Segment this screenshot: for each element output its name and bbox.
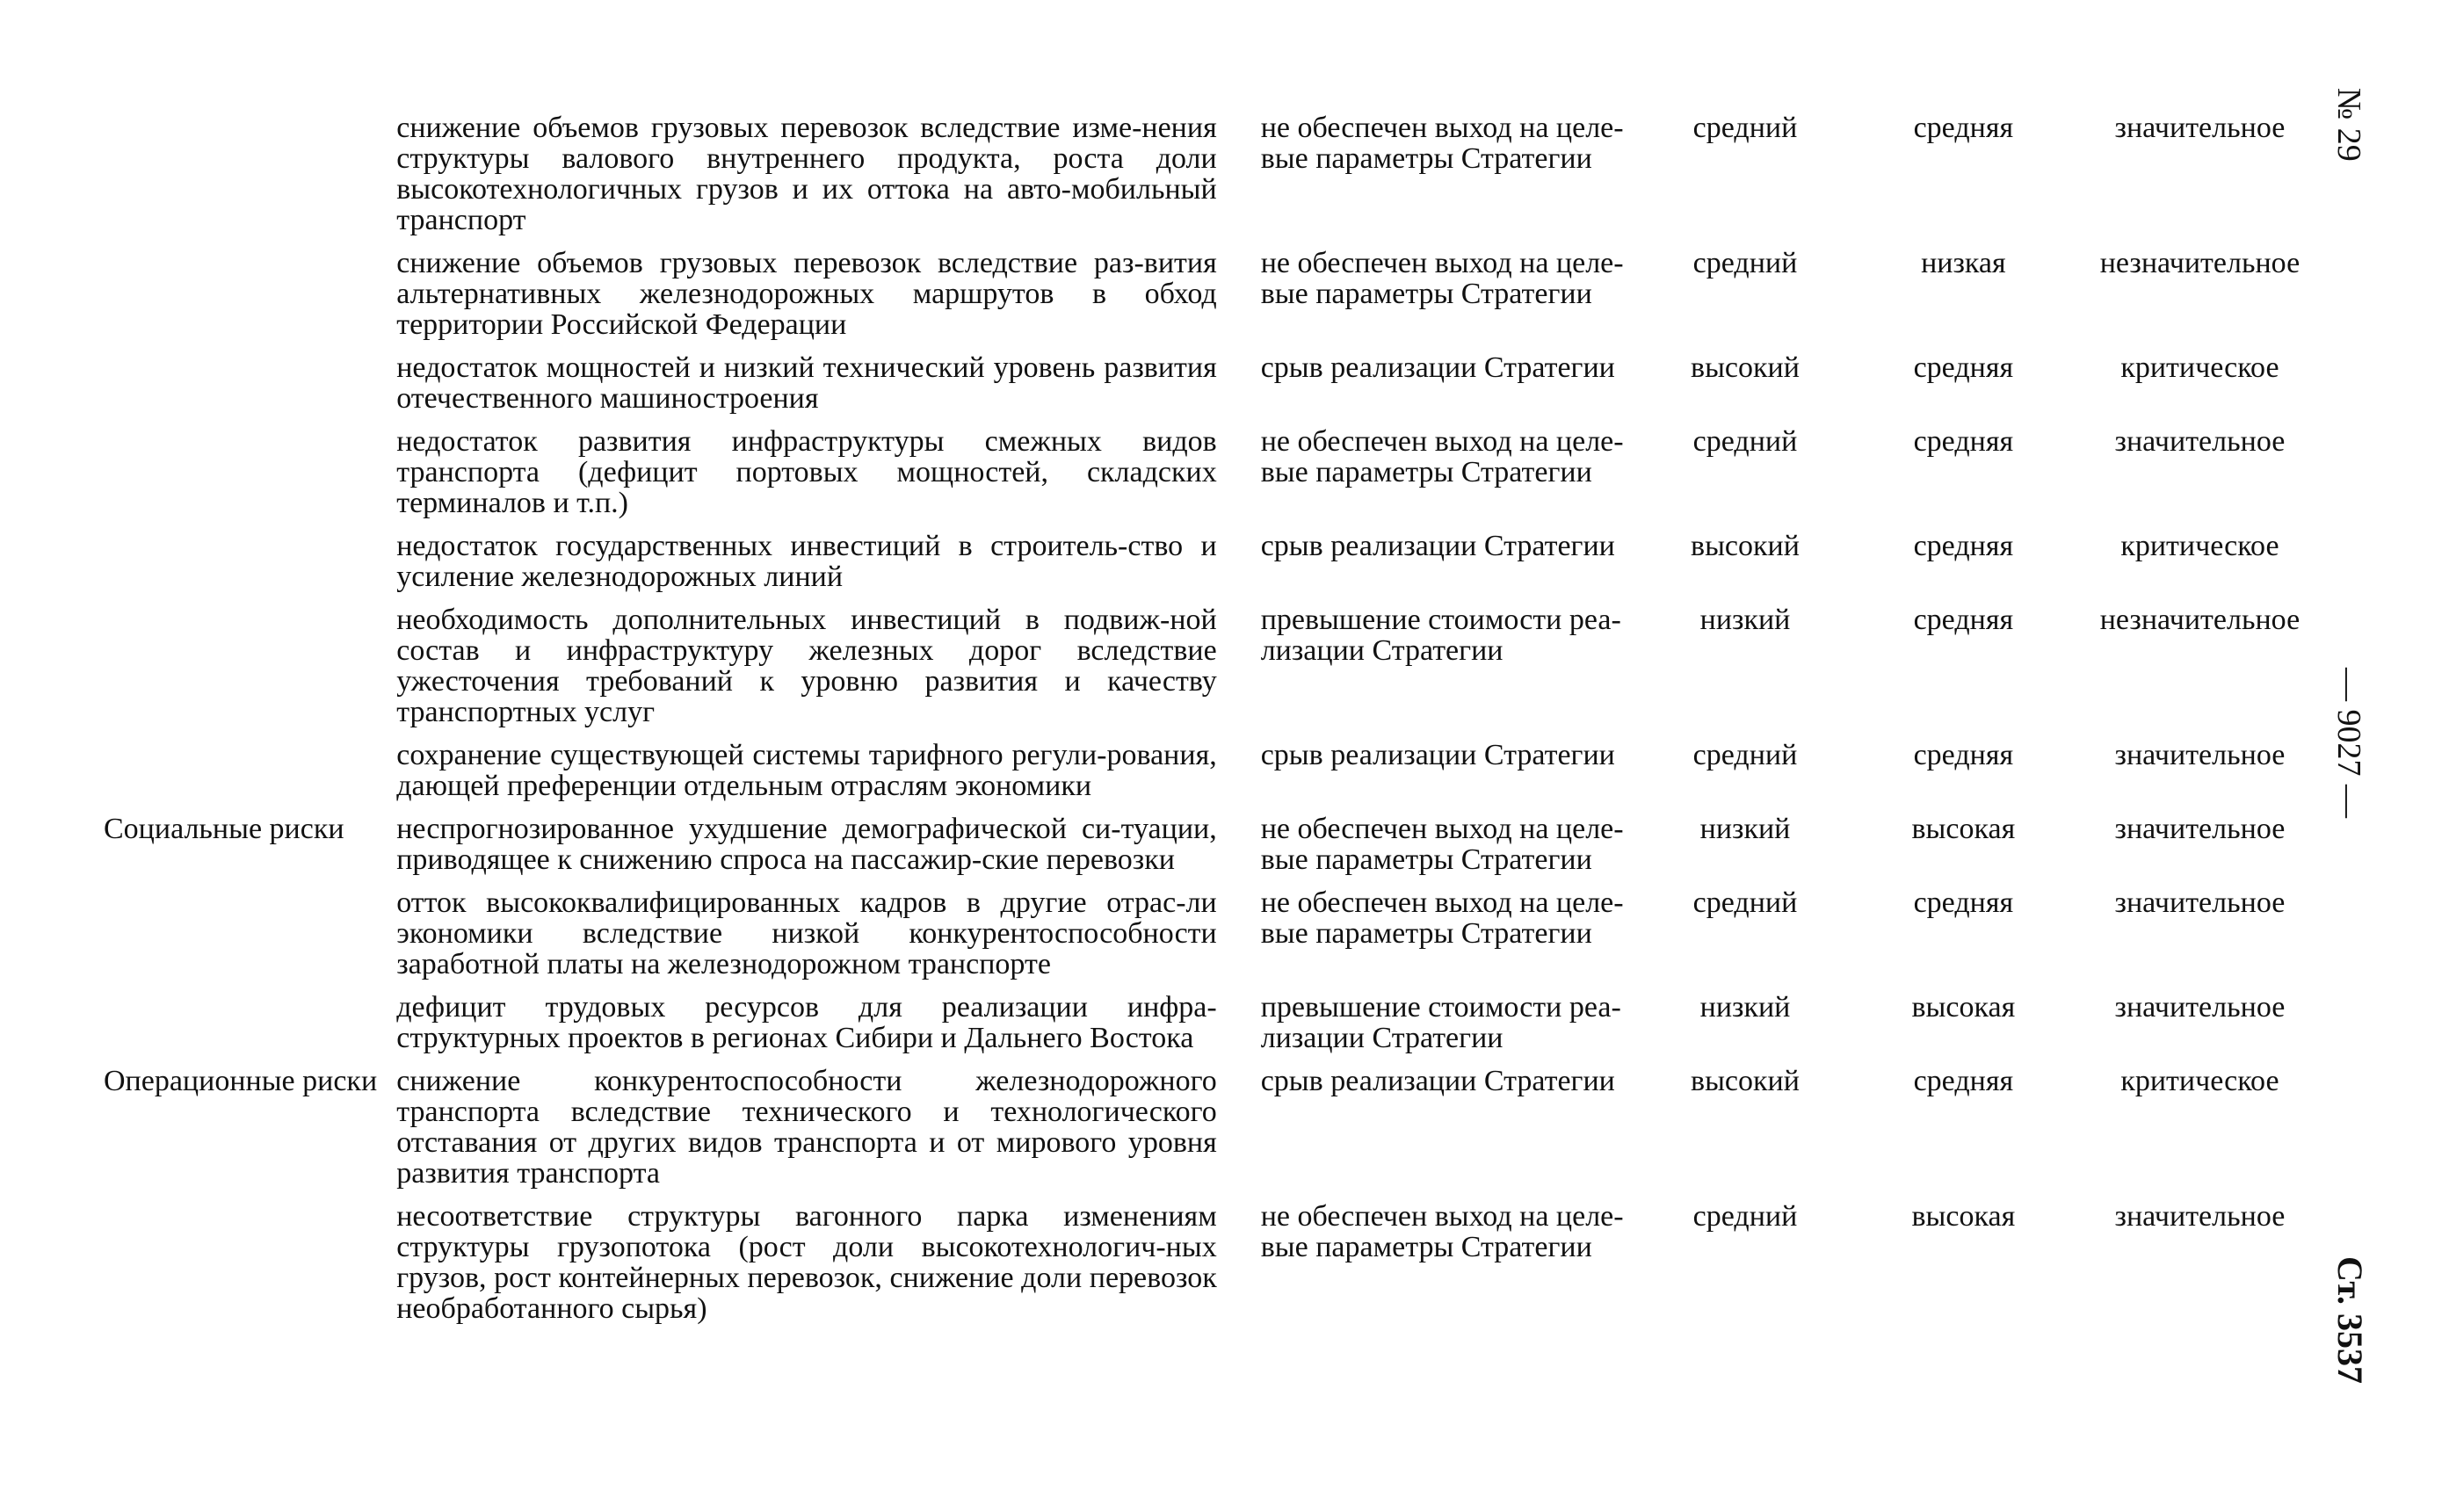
risk-category-cell: Операционные риски xyxy=(104,1065,378,1097)
risk-category-cell xyxy=(104,1201,396,1336)
consequence-cell: превышение стоимости реа-лизации Стратегии xyxy=(1260,991,1621,1054)
impact-cell: значительное xyxy=(2114,1200,2286,1233)
impact-cell: значительное xyxy=(2114,112,2286,144)
consequence-cell: не обеспечен выход на целе-вые параметры Стратегии xyxy=(1260,886,1624,950)
impact-cell: критическое xyxy=(2120,351,2279,384)
impact-cell: незначительное xyxy=(2099,247,2300,279)
risk-description-cell: снижение объемов грузовых перевозок вследствие изме-нения структуры валового внутреннего продукта, роста доли высокотехнологичных грузов и их оттока на авто-мобильный транспорт xyxy=(396,112,1217,236)
table-row xyxy=(104,887,2318,992)
probability-cell: средний xyxy=(1692,1200,1798,1233)
severity-cell: средняя xyxy=(1913,351,2014,384)
risk-description-cell: снижение объемов грузовых перевозок вследствие раз-вития альтернативных железнодорожных маршрутов в обход территории Российской Федерации xyxy=(396,247,1217,341)
page-number: — 9027 — xyxy=(2330,668,2367,818)
probability-cell: средний xyxy=(1692,247,1798,279)
severity-cell: средняя xyxy=(1913,739,2014,771)
probability-cell: средний xyxy=(1692,886,1798,919)
risk-table xyxy=(104,112,2318,1336)
consequence-cell: срыв реализации Стратегии xyxy=(1260,1065,1615,1097)
table-row xyxy=(104,1066,2318,1201)
risk-category-cell xyxy=(104,992,396,1066)
severity-cell: высокая xyxy=(1911,991,2016,1024)
risk-description-cell: сохранение существующей системы тарифного регули-рования, дающей преференции отдельным отраслям экономики xyxy=(396,739,1217,802)
risk-description-cell: неспрогнозированное ухудшение демографической си-туации, приводящее к снижению спроса на пассажир-ские перевозки xyxy=(396,813,1217,876)
probability-cell: низкий xyxy=(1699,604,1791,636)
impact-cell: значительное xyxy=(2114,886,2286,919)
risk-description-cell: необходимость дополнительных инвестиций в подвиж-ной состав и инфраструктуру железных дорог вследствие ужесточения требований к уровню развития и качеству транспортных услуг xyxy=(396,604,1217,728)
risk-category-cell xyxy=(104,248,396,352)
issue-number: № 29 xyxy=(2330,88,2367,162)
risk-category-cell xyxy=(104,426,396,531)
severity-cell: средняя xyxy=(1913,112,2014,144)
consequence-cell: не обеспечен выход на целе-вые параметры Стратегии xyxy=(1260,247,1624,310)
severity-cell: высокая xyxy=(1911,1200,2016,1233)
probability-cell: высокий xyxy=(1691,530,1800,562)
risk-table-body xyxy=(104,112,2318,1336)
severity-cell: высокая xyxy=(1911,813,2016,845)
consequence-cell: срыв реализации Стратегии xyxy=(1260,739,1615,771)
risk-category-cell: Социальные риски xyxy=(104,813,344,845)
consequence-cell: срыв реализации Стратегии xyxy=(1260,530,1615,562)
probability-cell: средний xyxy=(1692,425,1798,458)
probability-cell: средний xyxy=(1692,739,1798,771)
impact-cell: незначительное xyxy=(2099,604,2300,636)
impact-cell: значительное xyxy=(2114,425,2286,458)
impact-cell: критическое xyxy=(2120,530,2279,562)
consequence-cell: не обеспечен выход на целе-вые параметры Стратегии xyxy=(1260,1200,1624,1263)
table-row xyxy=(104,531,2318,604)
table-row xyxy=(104,814,2318,887)
risk-category-cell xyxy=(104,887,396,992)
impact-cell: критическое xyxy=(2120,1065,2279,1097)
risk-description-cell: несоответствие структуры вагонного парка изменениям структуры грузопотока (рост доли высокотехнологич-ных грузов, рост контейнерных перевозок, снижение доли перевозок необработанного сырья) xyxy=(396,1200,1217,1325)
risk-category-cell xyxy=(104,352,396,426)
risk-category-cell xyxy=(104,604,396,740)
risk-description-cell: недостаток мощностей и низкий технический уровень развития отечественного машиностроения xyxy=(396,351,1217,415)
probability-cell: средний xyxy=(1692,112,1798,144)
risk-description-cell: дефицит трудовых ресурсов для реализации инфра-структурных проектов в регионах Сибири и Дальнего Востока xyxy=(396,991,1217,1054)
consequence-cell: не обеспечен выход на целе-вые параметры Стратегии xyxy=(1260,813,1624,876)
risk-category-cell xyxy=(104,112,396,248)
impact-cell: значительное xyxy=(2114,991,2286,1024)
table-row xyxy=(104,426,2318,531)
consequence-cell: не обеспечен выход на целе-вые параметры Стратегии xyxy=(1260,112,1624,175)
consequence-cell: не обеспечен выход на целе-вые параметры Стратегии xyxy=(1260,425,1624,488)
risk-category-cell xyxy=(104,531,396,604)
risk-description-cell: недостаток государственных инвестиций в строитель-ство и усиление железнодорожных линий xyxy=(396,530,1217,593)
impact-cell: значительное xyxy=(2114,813,2286,845)
risk-description-cell: отток высококвалифицированных кадров в другие отрас-ли экономики вследствие низкой конкурентоспособности заработной платы на железнодорожном транспорте xyxy=(396,886,1217,980)
risk-category-cell xyxy=(104,740,396,814)
probability-cell: высокий xyxy=(1691,351,1800,384)
table-row xyxy=(104,248,2318,352)
severity-cell: средняя xyxy=(1913,886,2014,919)
severity-cell: средняя xyxy=(1913,1065,2014,1097)
consequence-cell: превышение стоимости реа-лизации Стратегии xyxy=(1260,604,1621,667)
severity-cell: средняя xyxy=(1913,530,2014,562)
consequence-cell: срыв реализации Стратегии xyxy=(1260,351,1615,384)
severity-cell: средняя xyxy=(1913,425,2014,458)
severity-cell: средняя xyxy=(1913,604,2014,636)
table-row xyxy=(104,112,2318,248)
severity-cell: низкая xyxy=(1921,247,2006,279)
table-row xyxy=(104,352,2318,426)
table-row xyxy=(104,992,2318,1066)
table-row xyxy=(104,1201,2318,1336)
probability-cell: низкий xyxy=(1699,991,1791,1024)
article-number: Ст. 3537 xyxy=(2330,1256,2370,1384)
table-row xyxy=(104,604,2318,740)
probability-cell: низкий xyxy=(1699,813,1791,845)
table-row xyxy=(104,740,2318,814)
risk-description-cell: недостаток развития инфраструктуры смежных видов транспорта (дефицит портовых мощностей, складских терминалов и т.п.) xyxy=(396,425,1217,519)
impact-cell: значительное xyxy=(2114,739,2286,771)
probability-cell: высокий xyxy=(1691,1065,1800,1097)
risk-description-cell: снижение конкурентоспособности железнодорожного транспорта вследствие технического и технологического отставания от других видов транспорта и от мирового уровня развития транспорта xyxy=(396,1065,1217,1190)
